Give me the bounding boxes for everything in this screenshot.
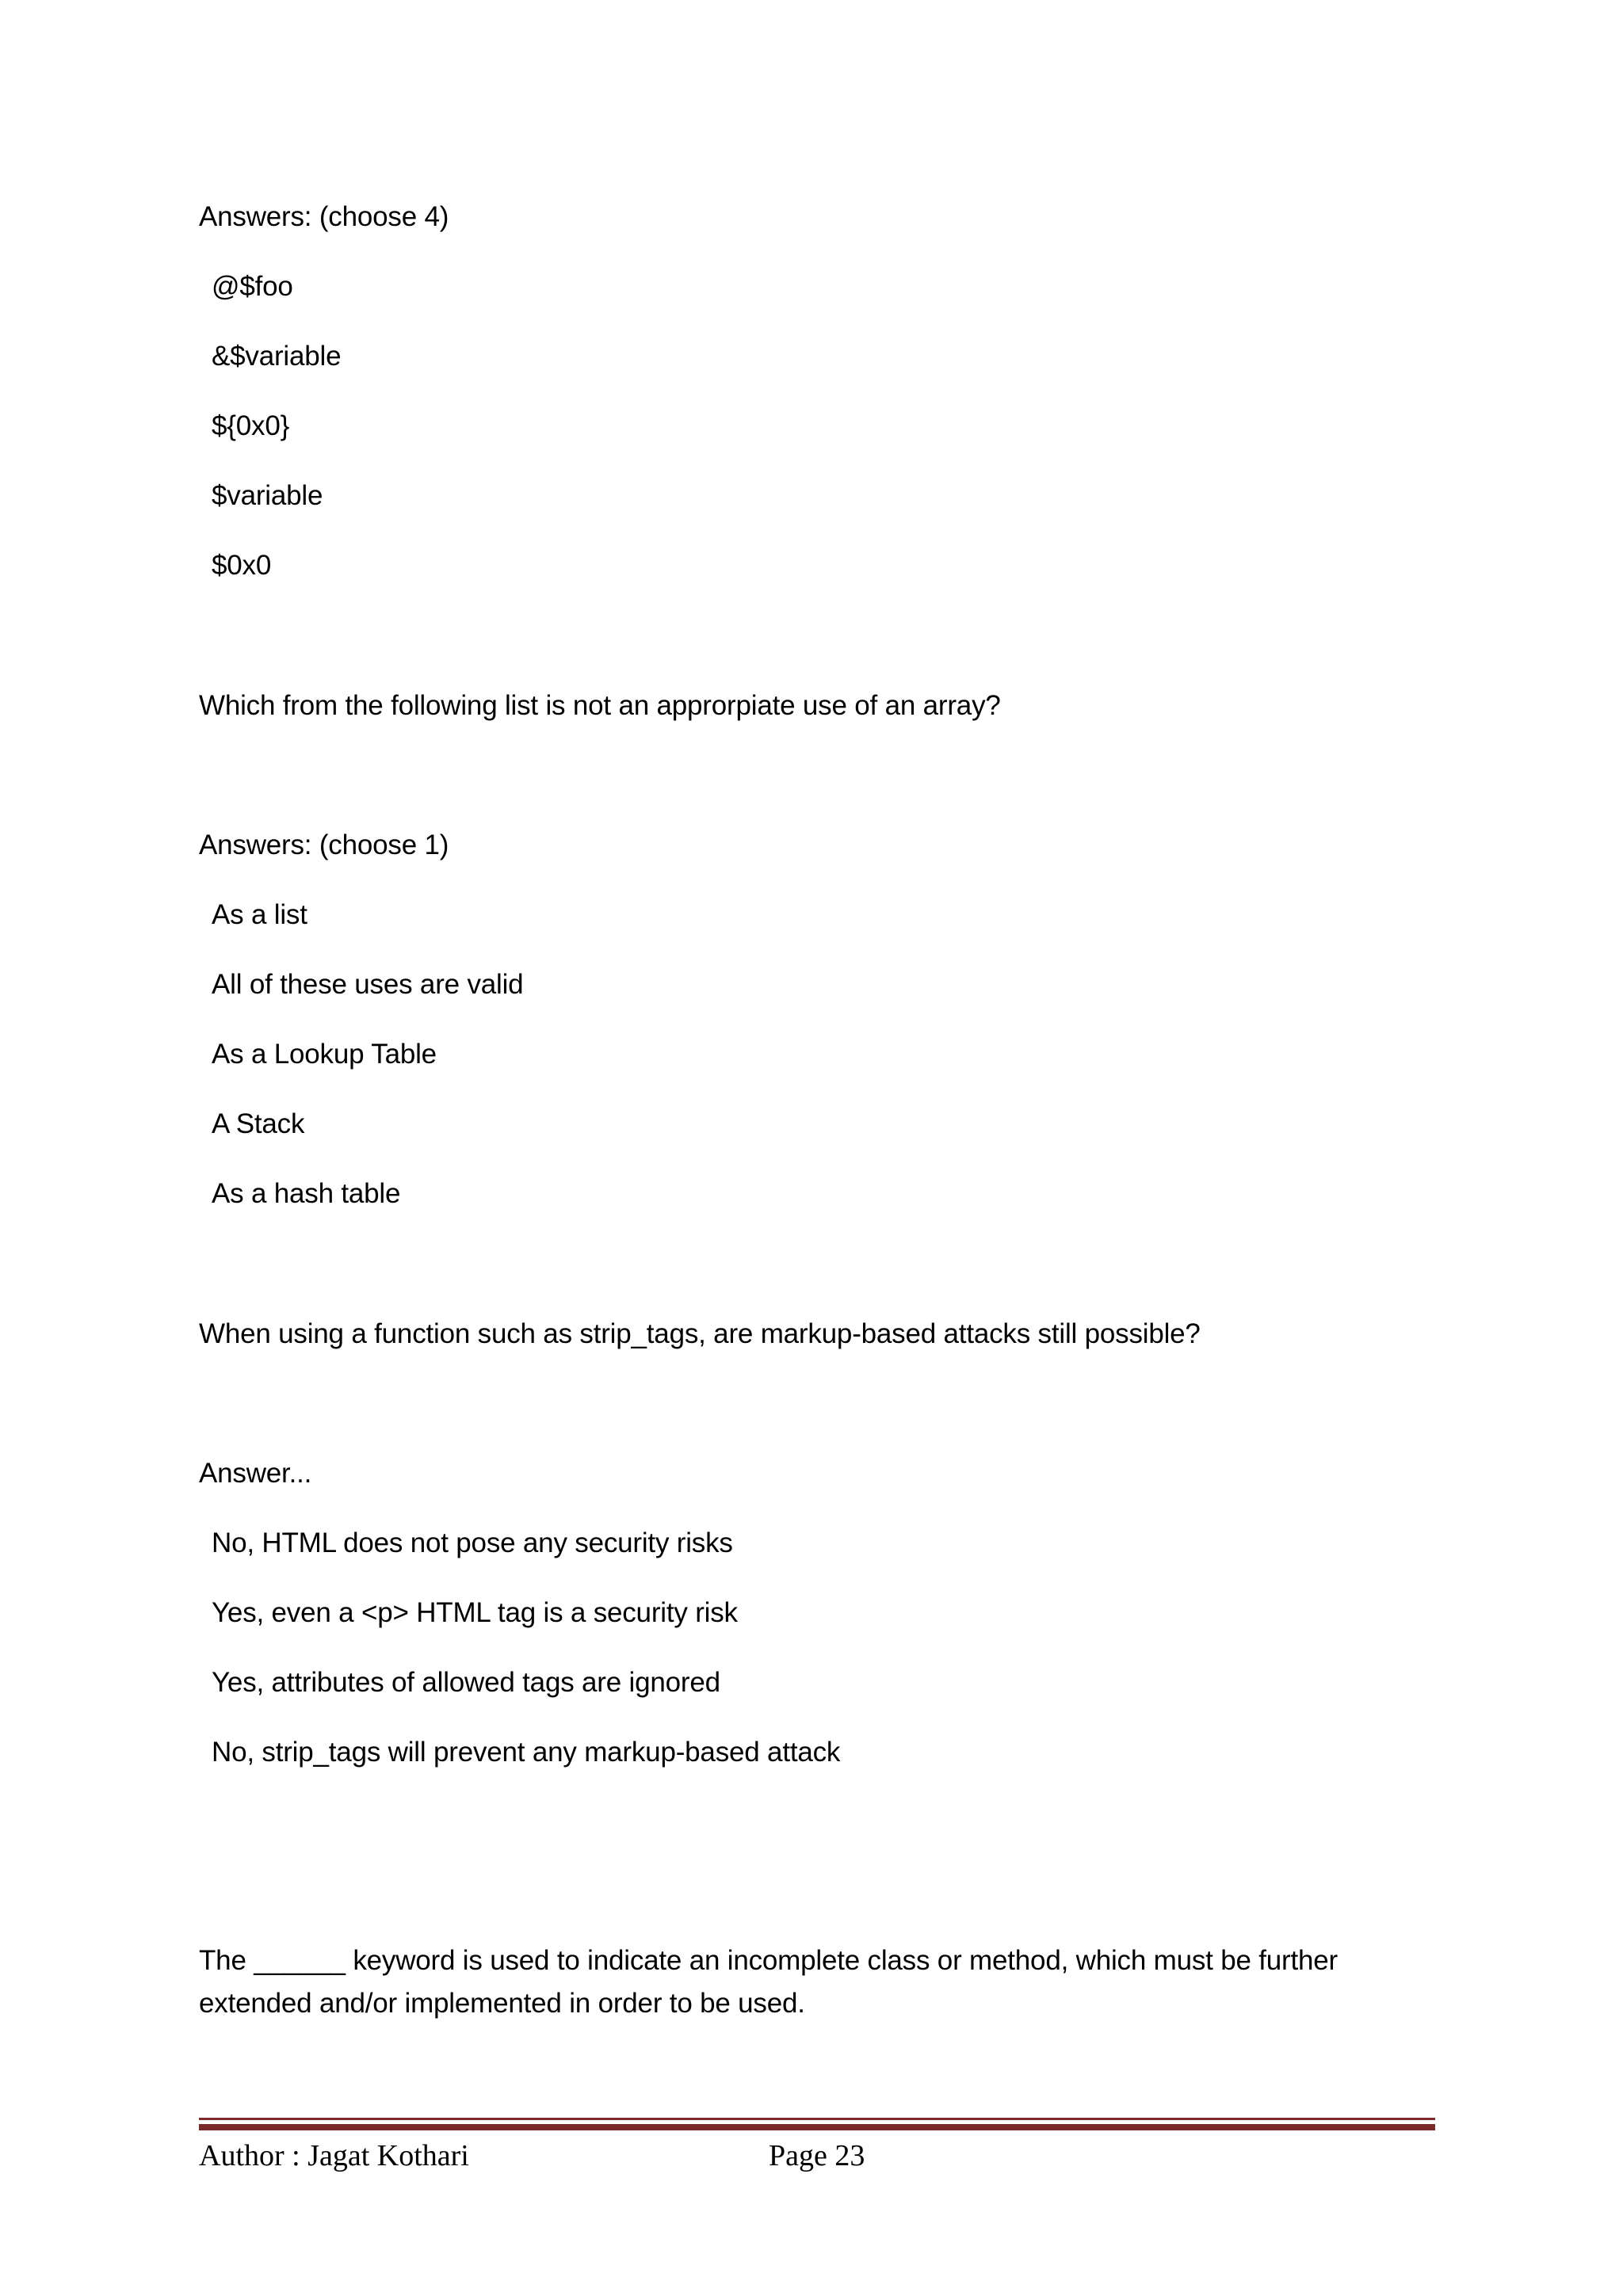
footer-page-number: Page 23 (769, 2139, 865, 2172)
answer-option: No, HTML does not pose any security risks (212, 1527, 733, 1558)
answer-option: No, strip_tags will prevent any markup-based attack (212, 1737, 841, 1768)
answer-option: Yes, attributes of allowed tags are ignored (212, 1667, 720, 1698)
question-text: Which from the following list is not an approrpiate use of an array? (199, 690, 1001, 721)
answer-option: @$foo (212, 271, 293, 302)
answer-option: All of these uses are valid (212, 969, 524, 1000)
answers-header: Answer... (199, 1458, 312, 1489)
answer-option: $0x0 (212, 550, 272, 581)
answers-header: Answers: (choose 1) (199, 830, 449, 860)
footer-rule-thin (199, 2118, 1435, 2120)
answer-option: As a list (212, 899, 307, 930)
question-text: When using a function such as strip_tags, are markup-based attacks still possible? (199, 1318, 1201, 1349)
answer-option: A Stack (212, 1108, 305, 1139)
answer-option: Yes, even a <p> HTML tag is a security risk (212, 1597, 738, 1628)
question-text: The ______ keyword is used to indicate an incomplete class or method, which must be further extended and/or implemented in order to be used. (199, 1945, 1338, 2019)
footer-author: Author : Jagat Kothari (199, 2139, 469, 2172)
answer-option: As a Lookup Table (212, 1039, 437, 1070)
answer-option: ${0x0} (212, 410, 290, 441)
answer-option: As a hash table (212, 1178, 401, 1209)
answer-option: $variable (212, 480, 323, 511)
footer-rule-thick (199, 2124, 1435, 2130)
answers-header: Answers: (choose 4) (199, 201, 449, 232)
answer-option: &$variable (212, 341, 342, 372)
